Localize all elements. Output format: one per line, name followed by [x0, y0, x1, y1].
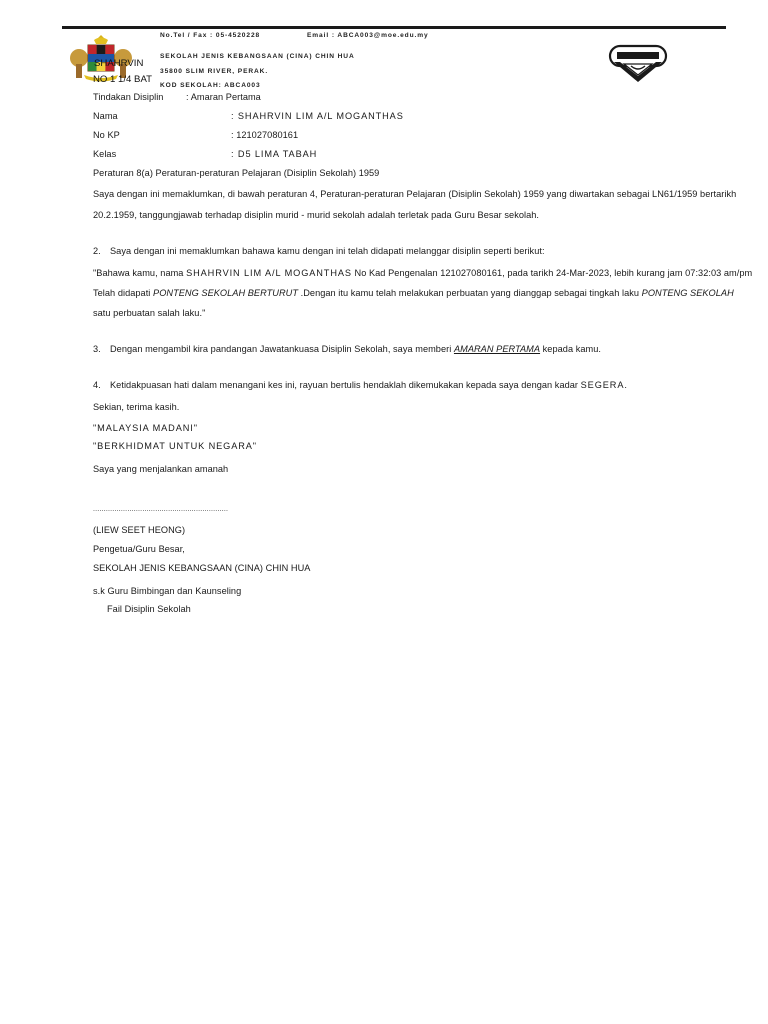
amanah-line: Saya yang menjalankan amanah: [93, 464, 229, 474]
overlap-student-name: SHAHRVIN: [94, 58, 144, 69]
warning-emphasis: AMARAN PERTAMA: [453, 344, 541, 354]
quote-line-1: "Bahawa kamu, nama SHAHRVIN LIM A/L MOGANTHAS No Kad Pengenalan 121027080161, pada tarikh 24-Mar-2023, lebih kurang jam 07:32:03 am/pm: [93, 268, 753, 278]
ic-label: No KP: [93, 130, 120, 140]
signatory-title: Pengetua/Guru Besar,: [93, 544, 185, 554]
paragraph-2-number: 2.: [93, 246, 101, 256]
paragraph-4-text: Ketidakpuasan hati dalam menangani kes ini, rayuan bertulis hendaklah dikemukakan kepada saya dengan kadar SEGERA.: [110, 380, 627, 390]
class-value: : D5 LIMA TABAH: [231, 149, 318, 159]
paragraph-4-number: 4.: [93, 380, 101, 390]
offense-text-1: PONTENG SEKOLAH BERTURUT: [153, 288, 299, 298]
action-label: Tindakan Disiplin: [93, 92, 164, 102]
overlap-reference: NO 1 1/4 BAT: [93, 74, 153, 85]
paragraph-3-number: 3.: [93, 344, 101, 354]
quote-line-3: satu perbuatan salah laku.": [93, 308, 206, 318]
signatory-school: SEKOLAH JENIS KEBANGSAAN (CINA) CHIN HUA: [93, 563, 311, 573]
class-label: Kelas: [93, 149, 117, 159]
name-label: Nama: [93, 111, 118, 121]
header-phone: No.Tel / Fax : 05-4520228: [160, 32, 261, 39]
header-address: 35800 SLIM RIVER, PERAK.: [160, 68, 269, 75]
ic-value: : 121027080161: [231, 130, 299, 140]
offense-text-2: PONTENG SEKOLAH: [641, 288, 734, 298]
slogan-malaysia-madani: "MALAYSIA MADANI": [93, 423, 198, 433]
cc-line-1: s.k Guru Bimbingan dan Kaunseling: [93, 586, 242, 596]
signatory-name: (LIEW SEET HEONG): [93, 525, 186, 535]
paragraph-2-text: Saya dengan ini memaklumkan bahawa kamu dengan ini telah didapati melanggar disiplin seperti berikut:: [110, 246, 545, 256]
header-school-code: KOD SEKOLAH: ABCA003: [160, 82, 261, 89]
signature-line: ...............................................................: [93, 506, 229, 513]
slogan-berkhidmat: "BERKHIDMAT UNTUK NEGARA": [93, 441, 257, 451]
header-email: Email : ABCA003@moe.edu.my: [307, 32, 429, 39]
paragraph-1-line-1: Saya dengan ini memaklumkan, di bawah peraturan 4, Peraturan-peraturan Pelajaran (Disiplin Sekolah) 1959 yang diwartakan sebagai LN61/1959 bertarikh: [93, 189, 737, 199]
header-rule: [62, 26, 726, 29]
name-value: : SHAHRVIN LIM A/L MOGANTHAS: [231, 111, 404, 121]
quote-line-2: Telah didapati PONTENG SEKOLAH BERTURUT .Dengan itu kamu telah melakukan perbuatan yang dianggap sebagai tingkah laku PONTENG SEKOLAH: [93, 288, 734, 298]
paragraph-1-line-2: 20.2.1959, tanggungjawab terhadap disiplin murid - murid sekolah adalah terletak pada Guru Besar sekolah.: [93, 210, 540, 220]
closing-line: Sekian, terima kasih.: [93, 402, 180, 412]
regulation-line: Peraturan 8(a) Peraturan-peraturan Pelajaran (Disiplin Sekolah) 1959: [93, 168, 380, 178]
paragraph-3-text: Dengan mengambil kira pandangan Jawatankuasa Disiplin Sekolah, saya memberi AMARAN PERTAMA kepada kamu.: [110, 344, 601, 354]
cc-line-2: Fail Disiplin Sekolah: [107, 604, 191, 614]
school-badge-icon: [604, 42, 672, 86]
header-school-name: SEKOLAH JENIS KEBANGSAAN (CINA) CHIN HUA: [160, 53, 355, 60]
action-value: : Amaran Pertama: [186, 92, 261, 102]
